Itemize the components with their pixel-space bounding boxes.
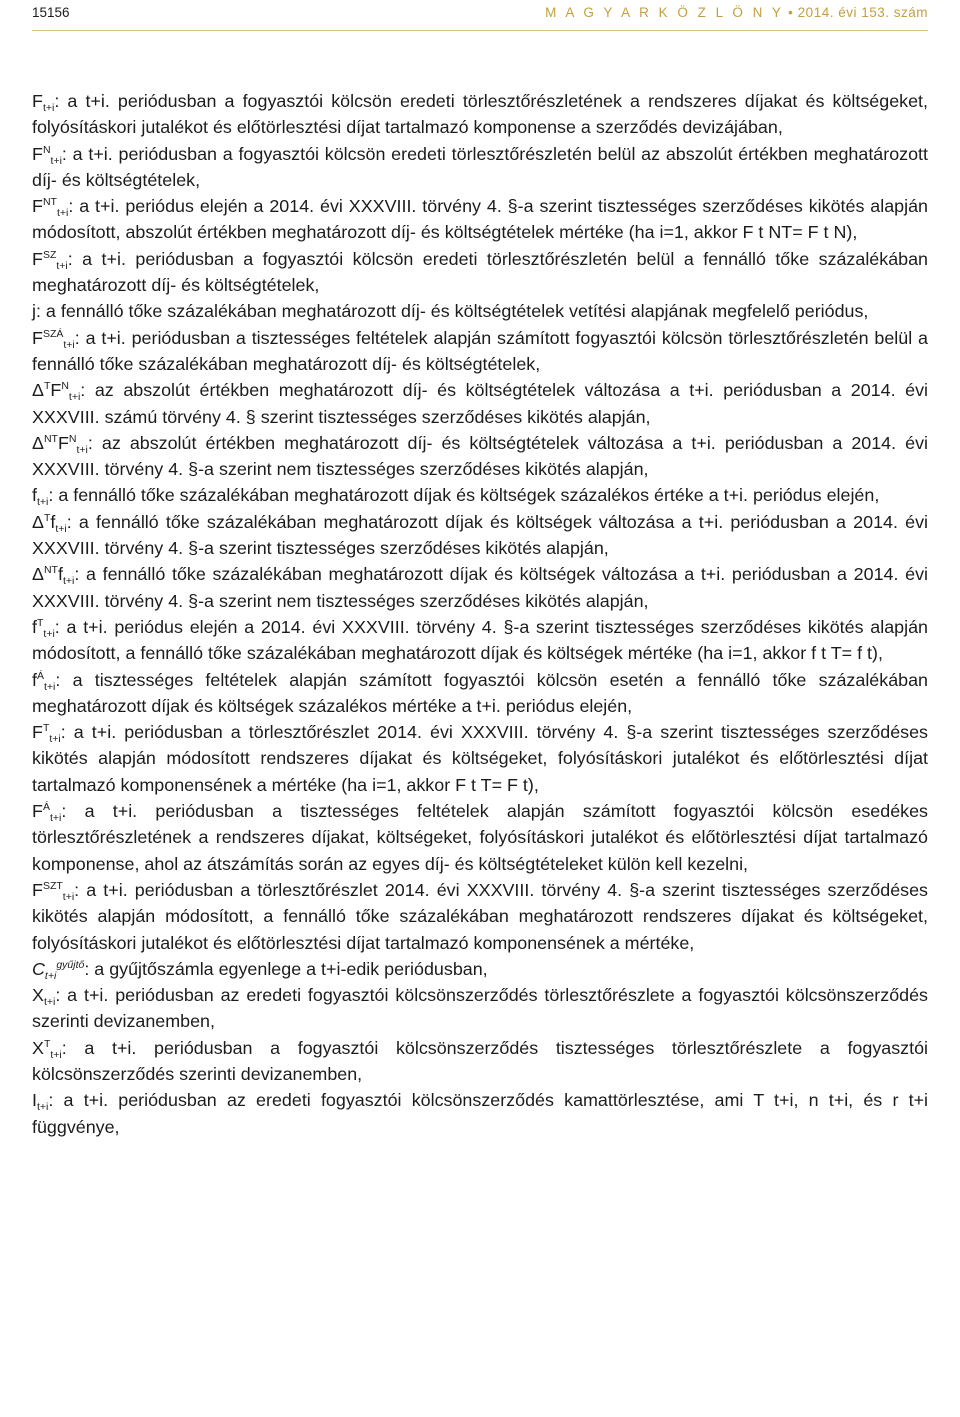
definition-text: : a fennálló tőke százalékában meghatározott díj- és költségtételek vetítési alapjának megfelelő periódus, xyxy=(35,301,869,322)
definition-item xyxy=(32,798,928,877)
definition-item xyxy=(32,193,928,246)
definition-symbol: $f^Á_{t+i}$ xyxy=(32,669,56,693)
definition-symbol: $F_{t+i}$ xyxy=(32,91,55,114)
header-bullet: • xyxy=(788,5,794,20)
definition-text: : a t+i. periódusban a törlesztőrészlet 2014. évi XXXVIII. törvény 4. §-a szerint tisztességes szerződéses kikötés alapján módosított rendszeres díjakat és költségeket, folyósításkori jutalékot és előtörlesztési díjat tartalmazó komponensének a mértéke (ha i=1, akkor F t T= F t), xyxy=(32,722,928,795)
definition-item xyxy=(32,1035,928,1088)
definition-text: : a t+i. periódus elején a 2014. évi XXXVIII. törvény 4. §-a szerint tisztességes szerződéses kikötés alapján módosított, a fennálló tőke százalékában meghatározott díjak és költségek mértéke (ha i=1, akkor f t T= f t), xyxy=(32,616,928,664)
definition-item xyxy=(32,956,928,982)
definition-text: : a t+i. periódusban a fogyasztói kölcsön eredeti törlesztőrészletén belül az abszolút értékben meghatározott díj- és költségtételek, xyxy=(32,143,928,190)
definition-item xyxy=(32,1087,928,1140)
definition-text: : az abszolút értékben meghatározott díj- és költségtételek változása a t+i. periódusban a 2014. évi XXXVIII. számú törvény 4. § szerint tisztességes szerződéses kikötés alapján, xyxy=(32,380,928,427)
definition-item xyxy=(32,325,928,378)
definition-symbol: $F^Á_{t+i}$ xyxy=(32,801,62,825)
definition-item xyxy=(32,88,928,141)
journal-issue-line xyxy=(545,4,928,22)
definition-symbol: $\Delta^TF^N_{t+i}$ xyxy=(32,380,81,404)
definition-text: : az abszolút értékben meghatározott díj- és költségtételek változása a t+i. periódusban a 2014. évi XXXVIII. törvény 4. §-a szerint nem tisztességes szerződéses kikötés alapján, xyxy=(32,432,928,480)
definition-text: : a t+i. periódusban a fogyasztói kölcsön eredeti törlesztőrészletének a rendszeres díjakat és költségeket, folyósításkori jutalékot és előtörlesztési díjat tartalmazó komponense a szerződés devizájában, xyxy=(32,91,928,138)
definition-item xyxy=(32,561,928,614)
header-divider xyxy=(32,30,928,31)
definition-item xyxy=(32,877,928,956)
definition-symbol: $F^T_{t+i}$ xyxy=(32,722,61,746)
definition-text: : a gyűjtőszámla egyenlege a t+i-edik periódusban, xyxy=(84,958,488,979)
definitions-list xyxy=(32,88,928,1140)
definition-text: : a t+i. periódusban az eredeti fogyasztói kölcsönszerződés törlesztőrészlete a fogyasztói kölcsönszerződés szerinti devizanemben, xyxy=(32,985,928,1032)
definition-symbol: $X^T_{t+i}$ xyxy=(32,1037,62,1061)
definition-symbol: $f_{t+i}$ xyxy=(32,485,49,509)
definition-text: : a t+i. periódus elején a 2014. évi XXXVIII. törvény 4. §-a szerint tisztességes szerződéses kikötés alapján módosított, abszolút értékben meghatározott díj- és költségtételek mértéke (ha i=1, akkor F t NT= F t N), xyxy=(32,196,928,243)
definition-item xyxy=(32,982,928,1035)
definition-item xyxy=(32,509,928,562)
definition-text: : a t+i. periódusban a fogyasztói kölcsön eredeti törlesztőrészletén belül a fennálló tőke százalékában meghatározott díj- és költségtételek, xyxy=(32,248,928,296)
definition-item xyxy=(32,667,928,720)
definition-item xyxy=(32,246,928,299)
definition-text: : a t+i. periódusban a törlesztőrészlet 2014. évi XXXVIII. törvény 4. §-a szerint tisztességes szerződéses kikötés alapján módosított, a fennálló tőke százalékában meghatározott rendszeres díjakat és költségeket, folyósításkori jutalékot és előtörlesztési díjat tartalmazó komponensének a mértéke, xyxy=(32,879,928,953)
definition-symbol: $F^{NT}_{t+i}$ xyxy=(32,196,69,220)
definition-symbol: $C_{t+i}^{gyűjtő}$ xyxy=(32,958,85,982)
issue-number: 2014. évi 153. szám xyxy=(797,5,928,20)
definition-symbol: $F^{SZ}_{t+i}$ xyxy=(32,248,68,272)
definition-text: : a fennálló tőke százalékában meghatározott díjak és költségek változása a t+i. periódusban a 2014. évi XXXVIII. törvény 4. §-a szerint tisztességes szerződéses kikötés alapján, xyxy=(32,511,928,559)
definition-symbol: $f^T_{t+i}$ xyxy=(32,616,55,640)
definition-item xyxy=(32,430,928,483)
page-header xyxy=(32,4,928,30)
definition-symbol: $\Delta^{NT}f_{t+i}$ xyxy=(32,564,75,588)
definition-text: : a fennálló tőke százalékában meghatározott díjak és költségek százalékos értéke a t+i. periódus elején, xyxy=(48,485,880,506)
definition-text: : a t+i. periódusban az eredeti fogyasztói kölcsönszerződés kamattörlesztése, ami T t+i, n t+i, és r t+i függvénye, xyxy=(32,1090,928,1137)
definition-symbol: $I_{t+i}$ xyxy=(32,1090,49,1114)
definition-item xyxy=(32,719,928,798)
definition-text: : a fennálló tőke százalékában meghatározott díjak és költségek változása a t+i. periódusban a 2014. évi XXXVIII. törvény 4. §-a szerint nem tisztességes szerződéses kikötés alapján, xyxy=(32,564,928,611)
definition-item xyxy=(32,377,928,430)
definition-symbol: $\Delta^{NT}F^N_{t+i}$ xyxy=(32,432,88,456)
definition-symbol: $F^N_{t+i}$ xyxy=(32,143,62,167)
definition-symbol: $\Delta^Tf_{t+i}$ xyxy=(32,511,67,535)
definition-symbol: j xyxy=(32,301,36,322)
journal-title: M A G Y A R K Ö Z L Ö N Y xyxy=(545,5,784,20)
definition-text: : a t+i. periódusban a tisztességes feltételek alapján számított fogyasztói kölcsön törlesztőrészletén belül a fennálló tőke százalékában meghatározott díj- és költségtételek, xyxy=(32,327,928,374)
definition-text: : a tisztességes feltételek alapján számított fogyasztói kölcsön esetén a fennálló tőke százalékában meghatározott díjak és költségek százalékos mértéke a t+i. periódus elején, xyxy=(32,669,928,716)
page-number: 15156 xyxy=(32,5,70,20)
definition-item xyxy=(32,614,928,667)
definition-text: : a t+i. periódusban a tisztességes feltételek alapján számított fogyasztói kölcsön esedékes törlesztőrészletének a rendszeres díjakat, költségeket, folyósításkori jutalékot és előtörlesztési díjat tartalmazó komponense, ahol az átszámítás során az egyes díj- és költségtételeket külön kell kezelni, xyxy=(32,801,928,874)
definition-symbol: $F^{SZÁ}_{t+i}$ xyxy=(32,327,75,351)
definition-item xyxy=(32,141,928,194)
definition-item xyxy=(32,482,928,508)
definition-text: : a t+i. periódusban a fogyasztói kölcsönszerződés tisztességes törlesztőrészlete a fogyasztói kölcsönszerződés szerinti devizanemben, xyxy=(32,1037,928,1084)
definition-symbol: $X_{t+i}$ xyxy=(32,985,56,1009)
definition-item xyxy=(32,298,928,324)
definition-symbol: $F^{SZT}_{t+i}$ xyxy=(32,879,75,903)
